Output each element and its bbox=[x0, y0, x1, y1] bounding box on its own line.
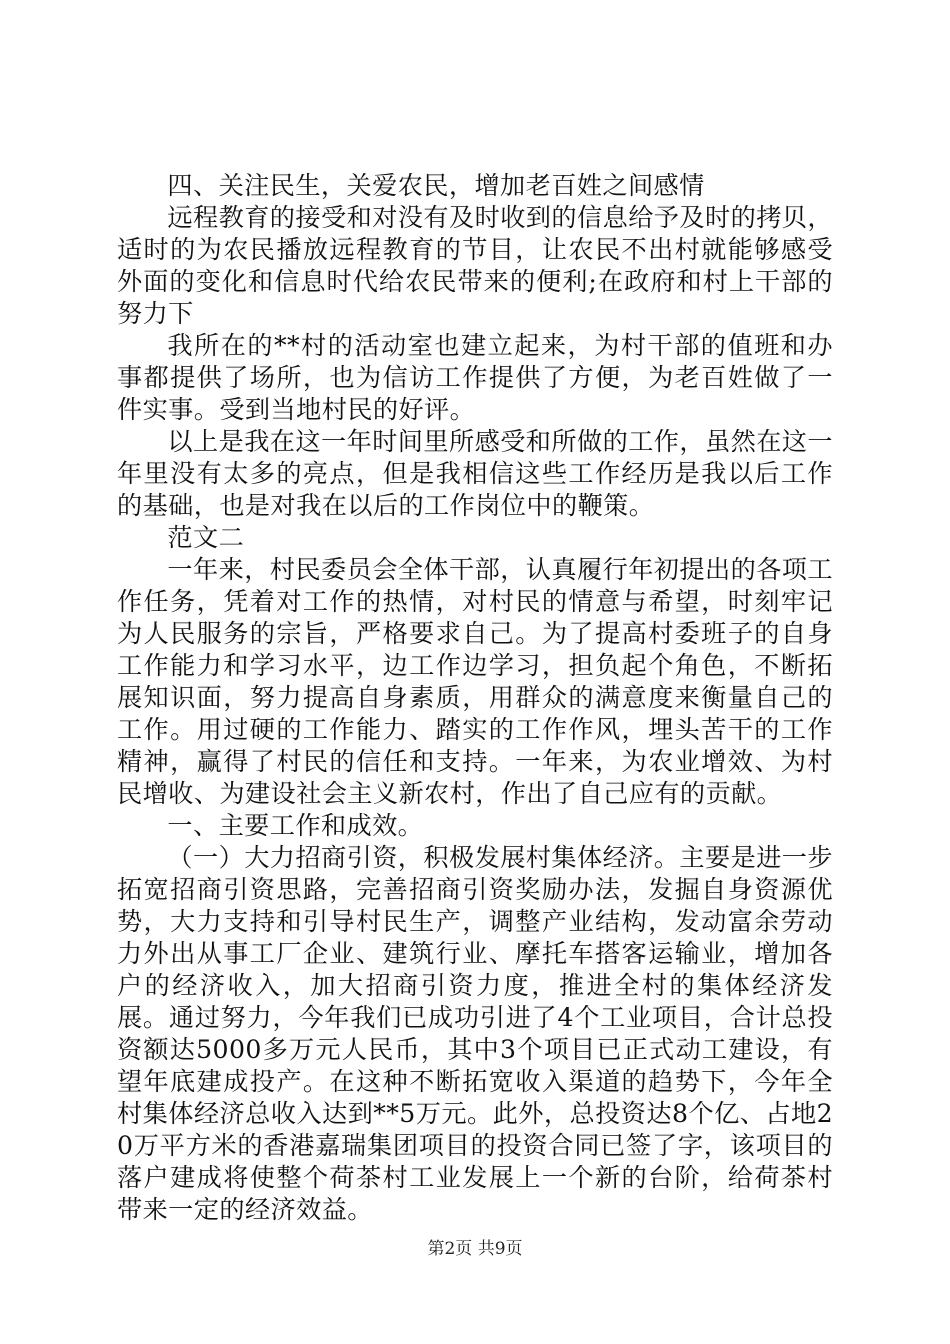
page-number-footer: 第2页 共9页 bbox=[427, 1239, 523, 1259]
body-paragraph: 以上是我在这一年时间里所感受和所做的工作，虽然在这一年里没有太多的亮点，但是我相信这些工作经历是我以后工作的基础，也是对我在以后的工作岗位中的鞭策。 bbox=[117, 427, 833, 520]
body-paragraph: （一）大力招商引资，积极发展村集体经济。主要是进一步拓宽招商引资思路，完善招商引资奖励办法，发掘自身资源优势，大力支持和引导村民生产，调整产业结构，发动富余劳动力外出从事工厂企业、建筑行业、摩托车搭客运输业，增加各户的经济收入，加大招商引资力度，推进全村的集体经济发展。通过努力，今年我们已成功引进了4个工业项目，合计总投资额达5000多万元人民币，其中3个项目已正式动工建设，有望年底建成投产。在这种不断拓宽收入渠道的趋势下，今年全村集体经济总收入达到**5万元。此外，总投资达8个亿、占地20万平方米的香港嘉瑞集团项目的投资合同已签了字，该项目的落户建成将使整个荷茶村工业发展上一个新的台阶，给荷茶村带来一定的经济效益。 bbox=[117, 843, 833, 1224]
document-body bbox=[117, 170, 833, 1226]
section-heading: 范文二 bbox=[167, 523, 245, 552]
body-paragraph: 我所在的**村的活动室也建立起来，为村干部的值班和办事都提供了场所，也为信访工作提供了方便，为老百姓做了一件实事。受到当地村民的好评。 bbox=[117, 331, 833, 424]
body-paragraph: 远程教育的接受和对没有及时收到的信息给予及时的拷贝，适时的为农民播放远程教育的节目，让农民不出村就能够感受外面的变化和信息时代给农民带来的便利;在政府和村上干部的努力下 bbox=[117, 203, 833, 328]
body-paragraph: 一年来，村民委员会全体干部，认真履行年初提出的各项工作任务，凭着对工作的热情，对村民的情意与希望，时刻牢记为人民服务的宗旨，严格要求自己。为了提高村委班子的自身工作能力和学习水平，边工作边学习，担负起个角色，不断拓展知识面，努力提高自身素质，用群众的满意度来衡量自己的工作。用过硬的工作能力、踏实的工作作风，埋头苦干的工作精神，赢得了村民的信任和支持。一年来，为农业增效、为村民增收、为建设社会主义新农村，作出了自己应有的贡献。 bbox=[117, 555, 833, 808]
section-heading: 四、关注民生，关爱农民，增加老百姓之间感情 bbox=[167, 171, 705, 200]
section-heading: 一、主要工作和成效。 bbox=[167, 811, 424, 840]
